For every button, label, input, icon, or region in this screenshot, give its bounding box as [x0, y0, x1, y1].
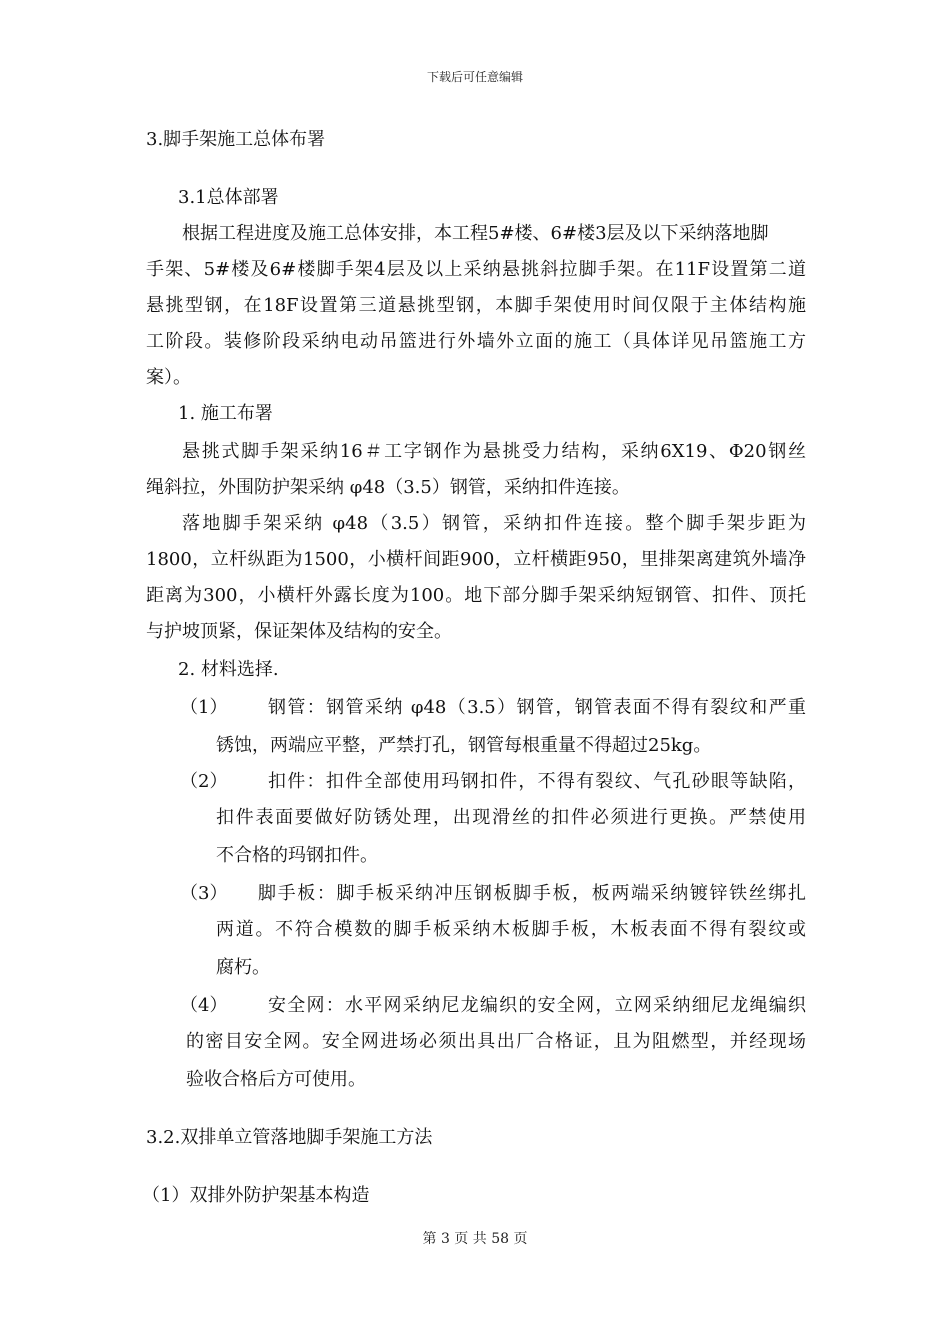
- para-overall-line-4: 工阶段。装修阶段采纳电动吊篮进行外墙外立面的施工（具体详见吊篮施工方: [146, 331, 806, 352]
- material-2-line-2: 扣件表面要做好防锈处理，出现滑丝的扣件必须进行更换。严禁使用: [216, 807, 806, 828]
- material-3-line-1: 脚手板：脚手板采纳冲压钢板脚手板，板两端采纳镀锌铁丝绑扎: [258, 883, 806, 904]
- para-floor-line-1: 落地脚手架采纳 φ48（3.5）钢管，采纳扣件连接。整个脚手架步距为: [182, 513, 806, 534]
- para-floor-line-2: 1800，立杆纵距为1500，小横杆间距900，立杆横距950，里排架离建筑外墙净: [146, 549, 806, 570]
- material-3-line-2: 两道。不符合模数的脚手板采纳木板脚手板，木板表面不得有裂纹或: [216, 919, 806, 940]
- para-overall-line-3: 悬挑型钢，在18F设置第三道悬挑型钢，本脚手架使用时间仅限于主体结构施: [146, 295, 806, 316]
- item-1-title: 1. 施工布署: [178, 403, 273, 424]
- section-3-title: 3.脚手架施工总体布署: [146, 129, 326, 150]
- para-floor-line-3: 距离为300，小横杆外露长度为100。地下部分脚手架采纳短钢管、扣件、顶托: [146, 585, 806, 606]
- para-overall-line-2: 手架、5#楼及6#楼脚手架4层及以上采纳悬挑斜拉脚手架。在11F设置第二道: [146, 259, 806, 280]
- material-3-line-3: 腐朽。: [216, 957, 270, 978]
- subsection-1-title: （1）双排外防护架基本构造: [142, 1185, 370, 1206]
- material-2-line-1: 扣件：扣件全部使用玛钢扣件，不得有裂纹、气孔砂眼等缺陷，: [268, 771, 806, 792]
- material-1-line-1: 钢管：钢管采纳 φ48（3.5）钢管，钢管表面不得有裂纹和严重: [268, 697, 806, 718]
- material-4-line-2: 的密目安全网。安全网进场必须出具出厂合格证，且为阻燃型，并经现场: [186, 1031, 806, 1052]
- para-cantilever-line-1: 悬挑式脚手架采纳16＃工字钢作为悬挑受力结构，采纳6X19、Φ20钢丝: [182, 441, 806, 462]
- para-cantilever-line-2: 绳斜拉，外围防护架采纳 φ48（3.5）钢管，采纳扣件连接。: [146, 477, 630, 498]
- page-footer: 第 3 页 共 58 页: [422, 1231, 528, 1247]
- material-4-number: （4）: [180, 995, 228, 1016]
- material-2-line-3: 不合格的玛钢扣件。: [216, 845, 378, 866]
- material-2-number: （2）: [180, 771, 228, 792]
- para-overall-line-5: 案）。: [146, 367, 191, 388]
- material-3-number: （3）: [180, 883, 228, 904]
- material-1-number: （1）: [180, 697, 228, 718]
- material-4-line-3: 验收合格后方可使用。: [186, 1069, 366, 1090]
- para-floor-line-4: 与护坡顶紧，保证架体及结构的安全。: [146, 621, 452, 642]
- section-3-1-title: 3.1总体部署: [178, 187, 279, 208]
- item-2-title: 2. 材料选择.: [178, 659, 279, 680]
- header-note: 下载后可任意编辑: [426, 70, 523, 84]
- section-3-2-title: 3.2.双排单立管落地脚手架施工方法: [146, 1127, 433, 1148]
- para-overall-line-1: 根据工程进度及施工总体安排，本工程5#楼、6#楼3层及以下采纳落地脚: [182, 223, 769, 244]
- material-1-line-2: 锈蚀，两端应平整，严禁打孔，钢管每根重量不得超过25kg。: [216, 735, 712, 756]
- material-4-line-1: 安全网：水平网采纳尼龙编织的安全网，立网采纳细尼龙绳编织: [268, 995, 806, 1016]
